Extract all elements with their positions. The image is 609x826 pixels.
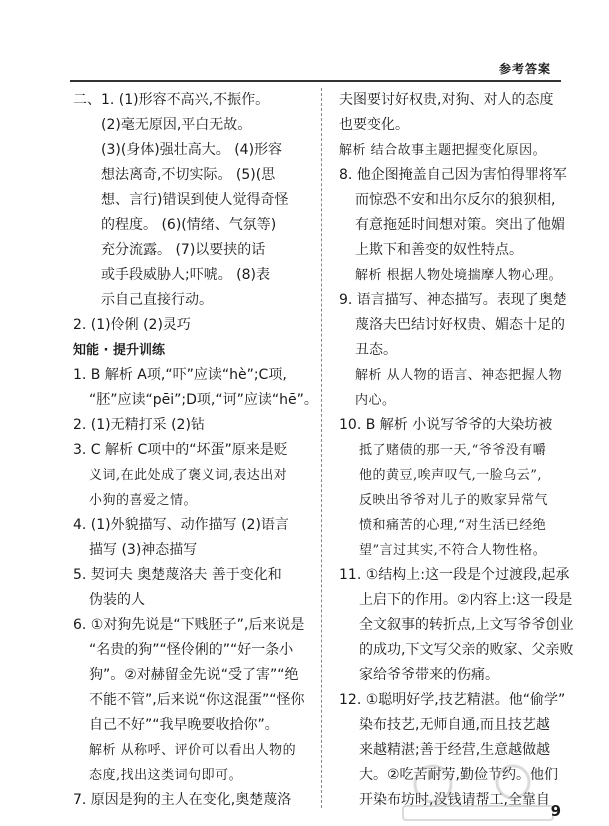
text-line: 二、1. (1)形容不高兴,不振作。: [73, 92, 270, 108]
text-line: 狗”。②对赫留金先说“受了害”“绝: [89, 667, 299, 683]
text-line: 解析 从人物的语言、神态把握人物: [355, 368, 563, 383]
text-line: 9. 语言描写、神态描写。表现了奥楚: [339, 292, 567, 308]
text-line: 7. 原因是狗的主人在变化,奥楚蔑洛: [73, 792, 292, 808]
text-line: 解析 根据人物处境揣摩人物心理。: [355, 268, 563, 283]
right-column: [339, 88, 574, 813]
text-line: 11. ①结构上:这一段是个过渡段,起承: [339, 567, 570, 583]
text-line: 自己不好”“我早晚要收拾你”。: [89, 717, 279, 733]
text-line: 反映出爷爷对儿子的败家异常气: [359, 493, 549, 508]
watermark-logo: [393, 756, 563, 826]
text-line: 望”言过其实,不符合人物性格。: [359, 543, 547, 558]
text-line: 解析 从称呼、评价可以看出人物的: [89, 743, 297, 758]
text-line: 描写 (3)神态描写: [89, 542, 198, 558]
header-rule: [70, 80, 561, 82]
text-line: 抵了赌债的那一天,“爷爷没有嚼: [359, 443, 547, 458]
text-line: 上欺下和善变的奴性特点。: [355, 242, 523, 258]
text-line: 5. 契诃夫 奥楚蔑洛夫 善于变化和: [73, 567, 282, 583]
text-line: 想、言行)错误到使人觉得奇怪: [101, 192, 289, 208]
text-line: (2)毫无原因,平白无故。: [101, 117, 252, 133]
text-line: 内心。: [355, 393, 396, 408]
text-line: 或手段威胁人;吓唬。 (8)表: [101, 267, 270, 283]
text-line: 而惊恐不安和出尔反尔的狼狈相,: [355, 192, 556, 208]
text-line: 来越精湛;善于经营,生意越做越: [359, 742, 551, 758]
text-line: 解析 结合故事主题把握变化原因。: [339, 143, 547, 158]
text-line: 小狗的喜爱之情。: [89, 493, 198, 508]
text-line: 3. C 解析 C项中的“坏蛋”原来是贬: [73, 442, 288, 458]
text-line: 示自己直接行动。: [101, 292, 213, 308]
header-title: 参考答案: [498, 62, 551, 76]
text-line: 的程度。 (6)(情绪、气氛等): [101, 217, 277, 233]
text-line: 6. ①对狗先说是“下贱胚子”,后来说是: [73, 617, 305, 633]
column-divider: [321, 88, 322, 808]
text-line: 大。②吃苦耐劳,勤俭节约。他们: [359, 767, 559, 783]
text-line: 10. B 解析 小说写爷爷的大染坊被: [339, 417, 553, 433]
text-line: 伪装的人: [89, 592, 145, 608]
text-line: 1. B 解析 A项,“吓”应读“hè”;C项,: [73, 367, 287, 383]
page-number: 9: [550, 802, 561, 820]
text-line: 他的黄豆,唉声叹气,一脸乌云”,: [359, 468, 543, 483]
text-line: 上启下的作用。②内容上:这一段是: [359, 592, 573, 608]
text-line: 家给爷爷带来的伤痛。: [359, 667, 499, 683]
text-line: 8. 他企图掩盖自己因为害怕得罪将军: [339, 167, 567, 183]
text-line: 4. (1)外貌描写、动作描写 (2)语言: [73, 517, 289, 533]
text-line: 充分流露。 (7)以要挟的话: [101, 242, 266, 258]
text-line: 义词,在此处成了褒义词,表达出对: [89, 468, 288, 483]
text-line: (3)(身体)强壮高大。 (4)形容: [101, 142, 283, 158]
text-line: 蔑洛夫巴结讨好权贵、媚态十足的: [355, 317, 565, 333]
text-line: 全文叙事的转折点,上文写爷爷创业: [359, 617, 574, 633]
text-line: 有意拖延时间想对策。突出了他媚: [355, 217, 565, 233]
text-line: 态度,找出这类词句即可。: [89, 768, 243, 783]
text-line: “名贵的狗”“怪伶俐的”“好一条小: [89, 642, 294, 658]
text-line: 2. (1)伶俐 (2)灵巧: [73, 317, 191, 333]
text-line: 丑态。: [355, 342, 397, 358]
text-line: 开染布坊时,没钱请帮工,全靠自: [359, 792, 550, 808]
text-line: 想法离奇,不切实际。 (5)(思: [101, 167, 276, 183]
text-line: 知能 · 提升训练: [73, 343, 165, 358]
text-line: “胚”应读“pēi”;D项,“诃”应读“hē”。: [89, 392, 318, 408]
left-column: [73, 88, 318, 813]
text-line: 不能不管”,后来说“你这混蛋”“怪你: [89, 692, 305, 708]
text-line: 愤和痛苦的心理,“对生活已经绝: [359, 518, 547, 533]
text-line: 的成功,下文写父亲的败家、父亲败: [359, 642, 574, 658]
text-line: 夫图要讨好权贵,对狗、对人的态度: [339, 92, 554, 108]
text-line: 2. (1)无精打采 (2)钻: [73, 417, 205, 433]
text-line: 染布技艺,无师自通,而且技艺越: [359, 717, 550, 733]
text-line: 12. ①聪明好学,技艺精湛。他“偷学”: [339, 692, 566, 708]
text-line: 也要变化。: [339, 117, 409, 133]
